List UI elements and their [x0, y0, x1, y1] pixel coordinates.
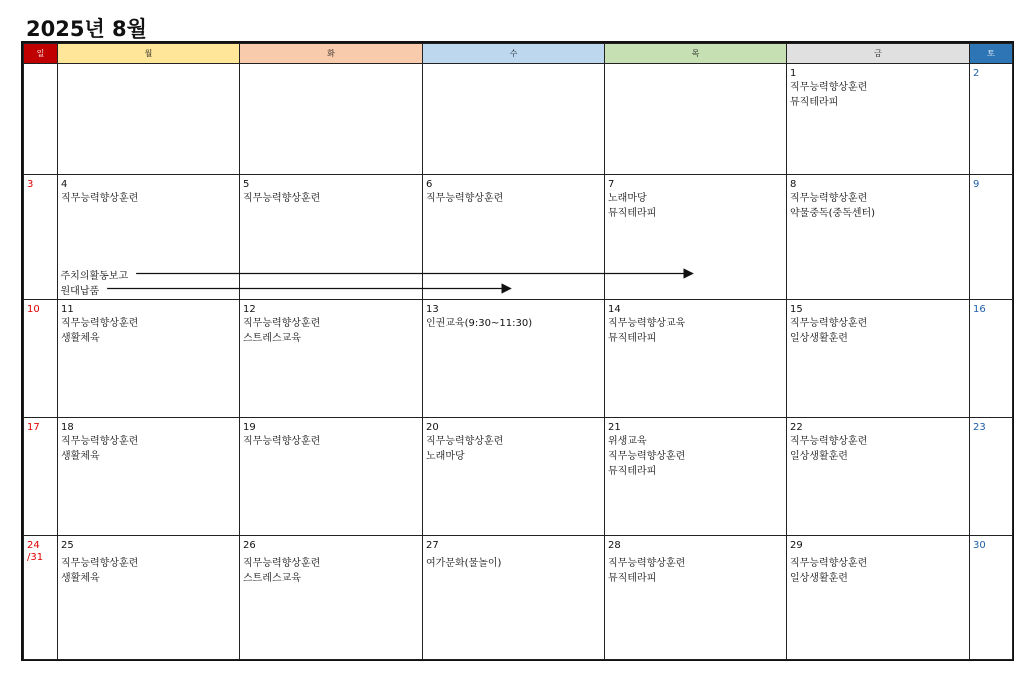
day-cell-wed[interactable] — [423, 418, 605, 536]
day-cell-thu[interactable] — [605, 300, 787, 418]
day-cell-sun[interactable] — [24, 418, 58, 536]
date-number: 12 — [243, 304, 256, 315]
day-cell-sat[interactable] — [970, 64, 1013, 175]
date-number: 11 — [61, 304, 74, 315]
day-cell-sun[interactable] — [24, 536, 58, 660]
weekday-header-sun: 일 — [24, 44, 58, 64]
date-number: 14 — [608, 304, 621, 315]
event-item[interactable]: 직무능력향상훈련 — [243, 558, 321, 569]
date-number — [423, 64, 604, 68]
calendar-table — [23, 43, 1013, 660]
day-cell-tue[interactable] — [240, 300, 423, 418]
date-number: 15 — [790, 304, 803, 315]
date-number: 19 — [243, 422, 256, 433]
event-item[interactable]: 직무능력향상훈련 — [243, 436, 321, 447]
day-cell-wed[interactable] — [423, 300, 605, 418]
event-item[interactable]: 스트레스교육 — [243, 333, 301, 344]
event-item[interactable]: 직무능력향상훈련 — [243, 318, 321, 329]
calendar-title: 2025년 8월 — [26, 17, 147, 41]
event-item[interactable]: 노래마당 — [426, 451, 465, 462]
day-cell-fri[interactable] — [787, 300, 970, 418]
date-number: 16 — [973, 304, 986, 315]
event-item[interactable]: 직무능력향상훈련 — [243, 193, 321, 204]
date-number: 9 — [973, 179, 980, 190]
date-number — [24, 64, 57, 68]
event-item[interactable]: 직무능력향상훈련 — [608, 558, 686, 569]
event-item[interactable]: 약물중독(중독센터) — [790, 208, 876, 219]
weekday-header-thu: 목 — [605, 44, 787, 64]
event-item[interactable]: 직무능력향상훈련 — [790, 558, 868, 569]
day-cell-sun[interactable] — [24, 300, 58, 418]
date-number: 27 — [426, 540, 439, 551]
day-cell-tue[interactable] — [240, 536, 423, 660]
day-cell-fri[interactable] — [787, 418, 970, 536]
date-number: 25 — [61, 540, 74, 551]
day-cell-sat[interactable] — [970, 175, 1013, 300]
date-number: 6 — [426, 179, 433, 190]
event-item[interactable]: 직무능력향상훈련 — [426, 193, 504, 204]
date-number: 4 — [61, 179, 68, 190]
day-cell-wed[interactable] — [423, 64, 605, 175]
date-number: 8 — [790, 179, 797, 190]
date-number: 20 — [426, 422, 439, 433]
week-row — [24, 536, 1013, 660]
date-number: 13 — [426, 304, 439, 315]
event-item[interactable]: 위생교육 — [608, 436, 647, 447]
event-item[interactable]: 일상생활훈련 — [790, 333, 848, 344]
event-item[interactable]: 뮤직테라피 — [608, 208, 657, 219]
day-cell-tue[interactable] — [240, 418, 423, 536]
day-cell-thu[interactable] — [605, 536, 787, 660]
weekday-header-mon: 월 — [58, 44, 240, 64]
day-cell-sun[interactable] — [24, 175, 58, 300]
calendar-grid — [21, 41, 1014, 661]
date-number: 2 — [973, 68, 980, 79]
day-cell-mon[interactable] — [58, 300, 240, 418]
week-row — [24, 300, 1013, 418]
span-event-label[interactable]: 주치의활동보고 — [60, 270, 129, 282]
day-cell-sat[interactable] — [970, 536, 1013, 660]
day-cell-tue[interactable] — [240, 64, 423, 175]
day-cell-mon[interactable] — [58, 418, 240, 536]
date-number: 3 — [27, 179, 34, 190]
date-number — [240, 64, 422, 68]
date-number: 7 — [608, 179, 615, 190]
event-item[interactable]: 인권교육(9:30~11:30) — [426, 318, 533, 329]
day-cell-fri[interactable] — [787, 536, 970, 660]
date-number: 22 — [790, 422, 803, 433]
event-item[interactable]: 여가문화(물놀이) — [426, 558, 502, 569]
event-item[interactable]: 스트레스교육 — [243, 573, 301, 584]
event-item[interactable]: 뮤직테라피 — [790, 97, 839, 108]
date-number: 28 — [608, 540, 621, 551]
event-item[interactable]: 직무능력향상훈련 — [61, 193, 139, 204]
event-item[interactable]: 직무능력향상훈련 — [790, 82, 868, 93]
day-cell-thu[interactable] — [605, 64, 787, 175]
event-item[interactable]: 직무능력향상교육 — [608, 318, 686, 329]
event-item[interactable]: 노래마당 — [608, 193, 647, 204]
day-cell-mon[interactable] — [58, 64, 240, 175]
date-number: 21 — [608, 422, 621, 433]
span-event-label[interactable]: 원대납품 — [60, 285, 100, 297]
date-number: 5 — [243, 179, 250, 190]
day-cell-thu[interactable] — [605, 175, 787, 300]
weekday-header-fri: 금 — [787, 44, 970, 64]
day-cell-thu[interactable] — [605, 418, 787, 536]
event-item[interactable]: 생활체육 — [61, 573, 100, 584]
event-item[interactable]: 직무능력향상훈련 — [608, 451, 686, 462]
date-number: 24 — [27, 540, 40, 551]
day-cell-fri[interactable] — [787, 64, 970, 175]
date-number — [605, 64, 786, 68]
event-item[interactable]: 생활체육 — [61, 333, 100, 344]
day-cell-tue[interactable] — [240, 175, 423, 300]
day-cell-fri[interactable] — [787, 175, 970, 300]
date-number — [58, 64, 239, 68]
weekday-header-sat: 토 — [970, 44, 1013, 64]
week-row — [24, 64, 1013, 175]
date-number: 17 — [27, 422, 40, 433]
date-number: 29 — [790, 540, 803, 551]
event-item[interactable]: 직무능력향상훈련 — [426, 436, 504, 447]
weekday-header-wed: 수 — [423, 44, 605, 64]
date-number: 26 — [243, 540, 256, 551]
event-item[interactable]: 직무능력향상훈련 — [790, 436, 868, 447]
weekday-header-tue: 화 — [240, 44, 423, 64]
day-cell-sat[interactable] — [970, 418, 1013, 536]
event-item[interactable]: 일상생활훈련 — [790, 573, 848, 584]
event-item[interactable]: 직무능력향상훈련 — [61, 318, 139, 329]
event-item[interactable]: 직무능력향상훈련 — [790, 318, 868, 329]
week-row — [24, 175, 1013, 300]
date-number-secondary: /31 — [27, 552, 44, 563]
event-item[interactable]: 일상생활훈련 — [790, 451, 848, 462]
event-item[interactable]: 직무능력향상훈련 — [61, 436, 139, 447]
date-number: 30 — [973, 540, 986, 551]
event-item[interactable]: 생활체육 — [61, 451, 100, 462]
weekday-header-row — [24, 44, 1013, 64]
event-item[interactable]: 뮤직테라피 — [608, 573, 657, 584]
date-number: 18 — [61, 422, 74, 433]
event-item[interactable]: 직무능력향상훈련 — [790, 193, 868, 204]
date-number: 1 — [790, 68, 797, 79]
event-item[interactable]: 직무능력향상훈련 — [61, 558, 139, 569]
day-cell-sun[interactable] — [24, 64, 58, 175]
event-item[interactable]: 뮤직테라피 — [608, 466, 657, 477]
day-cell-wed[interactable] — [423, 175, 605, 300]
day-cell-sat[interactable] — [970, 300, 1013, 418]
week-row — [24, 418, 1013, 536]
date-number: 10 — [27, 304, 40, 315]
date-number: 23 — [973, 422, 986, 433]
day-cell-mon[interactable] — [58, 536, 240, 660]
day-cell-wed[interactable] — [423, 536, 605, 660]
event-item[interactable]: 뮤직테라피 — [608, 333, 657, 344]
